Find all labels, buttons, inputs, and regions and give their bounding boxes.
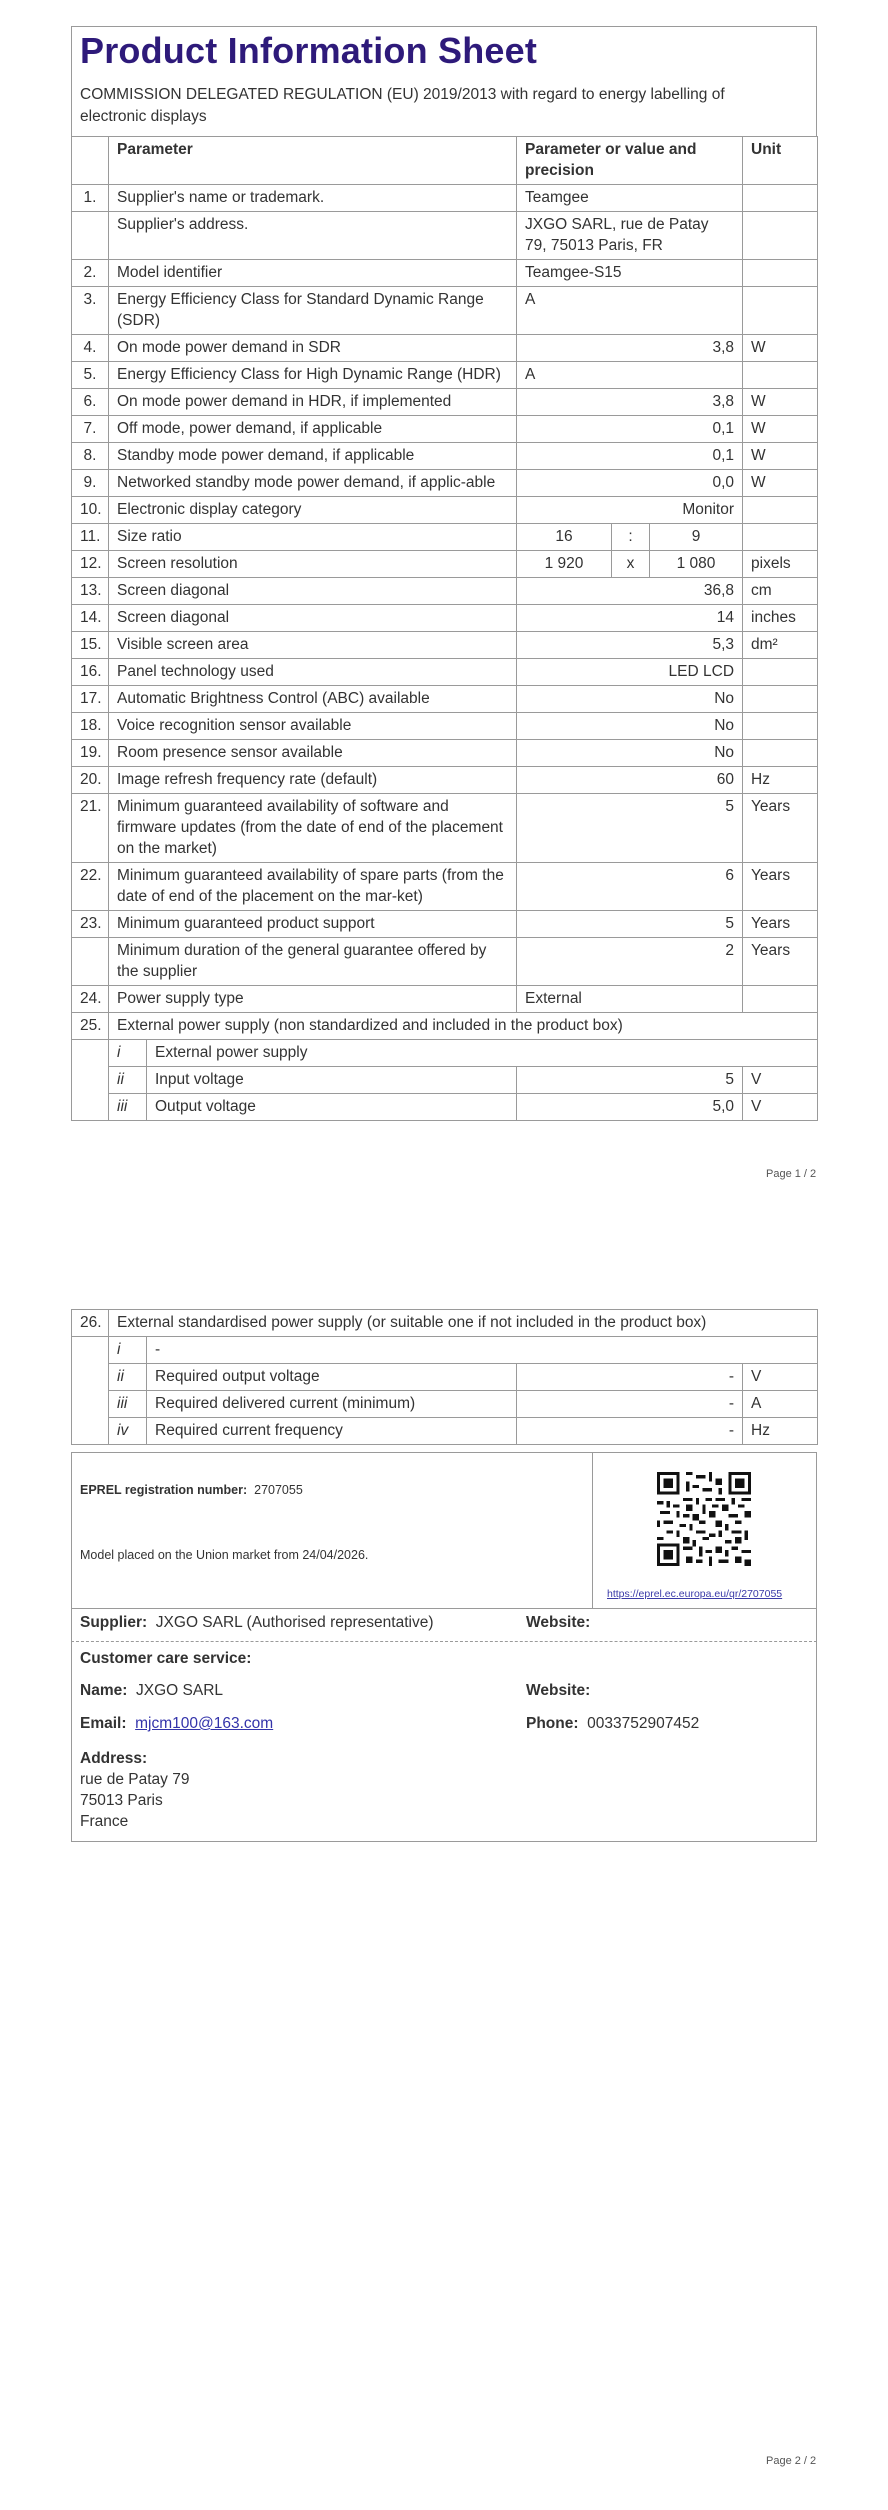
row-unit [743, 659, 818, 686]
row-label: Model identifier [109, 260, 517, 287]
website-line [526, 1614, 590, 1632]
table-row [72, 362, 818, 389]
resolution-separator: x [612, 551, 650, 578]
row-number: 4. [72, 335, 109, 362]
table-row [72, 470, 818, 497]
subrow-unit: V [743, 1364, 818, 1391]
row-value: Teamgee-S15 [517, 260, 743, 287]
row-unit [743, 497, 818, 524]
row-label: Screen diagonal [109, 605, 517, 632]
row-unit [743, 185, 818, 212]
row-label: Power supply type [109, 986, 517, 1013]
ratio-width: 16 [517, 524, 612, 551]
website-label: Website: [526, 1614, 591, 1631]
row-label: Image refresh frequency rate (default) [109, 767, 517, 794]
row-value: No [517, 713, 743, 740]
subrow-label: External power supply [147, 1040, 818, 1067]
row-unit: Years [743, 794, 818, 863]
dashed-divider [71, 1641, 817, 1642]
column-header-unit: Unit [743, 137, 818, 185]
email-line [80, 1715, 273, 1733]
row-number: 22. [72, 863, 109, 911]
name-line [80, 1682, 223, 1700]
address-line: 75013 Paris [80, 1792, 163, 1809]
table-row [72, 605, 818, 632]
table-row [72, 794, 818, 863]
table-row [72, 659, 818, 686]
care-website-line [526, 1682, 590, 1700]
row-label: Panel technology used [109, 659, 517, 686]
row-value: Monitor [517, 497, 743, 524]
eprel-registration [80, 1483, 303, 1497]
row-number: 13. [72, 578, 109, 605]
row-value: 5,3 [517, 632, 743, 659]
row-number: 25. [72, 1013, 109, 1040]
row-value: No [517, 740, 743, 767]
row-number: 6. [72, 389, 109, 416]
row-number: 24. [72, 986, 109, 1013]
supplier-label: Supplier: [80, 1614, 148, 1631]
row-label: Minimum guaranteed product support [109, 911, 517, 938]
address-label: Address: [80, 1750, 148, 1767]
power-supply-table [71, 1309, 818, 1445]
subrow-value: - [517, 1364, 743, 1391]
page-number: Page 1 / 2 [766, 1168, 817, 1180]
ratio-separator: : [612, 524, 650, 551]
row-label: Automatic Brightness Control (ABC) available [109, 686, 517, 713]
subrow-index: ii [109, 1364, 147, 1391]
qr-code-icon [657, 1472, 751, 1566]
table-row [72, 389, 818, 416]
row-label: Size ratio [109, 524, 517, 551]
row-value: 0,1 [517, 443, 743, 470]
table-row [72, 986, 818, 1013]
column-header-value: Parameter or value and precision [517, 137, 743, 185]
eprel-registration-number: 2707055 [254, 1483, 303, 1497]
table-row [72, 632, 818, 659]
row-unit: W [743, 416, 818, 443]
row-label: Energy Efficiency Class for High Dynamic Range (HDR) [109, 362, 517, 389]
table-subrow [72, 1094, 818, 1121]
table-row [72, 713, 818, 740]
row-label: Minimum guaranteed availability of spare parts (from the date of end of the placement on the mar-ket) [109, 863, 517, 911]
row-value: 3,8 [517, 389, 743, 416]
phone-line [526, 1715, 699, 1733]
row-number: 9. [72, 470, 109, 497]
table-row [72, 551, 818, 578]
row-value: External [517, 986, 743, 1013]
subrow-label: Required output voltage [147, 1364, 517, 1391]
market-placement-text: Model placed on the Union market from 24/04/2026. [80, 1548, 369, 1562]
subrow-value: - [517, 1391, 743, 1418]
subrow-index: iii [109, 1391, 147, 1418]
row-number: 19. [72, 740, 109, 767]
row-label: Screen resolution [109, 551, 517, 578]
name-value: JXGO SARL [136, 1682, 224, 1699]
row-number: 8. [72, 443, 109, 470]
subrow-label: Output voltage [147, 1094, 517, 1121]
subrow-value: - [517, 1418, 743, 1445]
row-number: 5. [72, 362, 109, 389]
row-value: LED LCD [517, 659, 743, 686]
subrow-unit: A [743, 1391, 818, 1418]
phone-value: 0033752907452 [587, 1715, 700, 1732]
row-number: 1. [72, 185, 109, 212]
subrow-label: Required delivered current (minimum) [147, 1391, 517, 1418]
row-value: 0,0 [517, 470, 743, 497]
row-unit [743, 287, 818, 335]
row-unit [743, 362, 818, 389]
row-label: Standby mode power demand, if applicable [109, 443, 517, 470]
subrow-index: i [109, 1337, 147, 1364]
address-line: France [80, 1813, 129, 1830]
subrow-index: iii [109, 1094, 147, 1121]
row-unit: W [743, 335, 818, 362]
resolution-height: 1 080 [650, 551, 743, 578]
row-number: 16. [72, 659, 109, 686]
row-number: 10. [72, 497, 109, 524]
row-unit [743, 260, 818, 287]
row-unit: Hz [743, 767, 818, 794]
subrow-label: Input voltage [147, 1067, 517, 1094]
page-number: Page 2 / 2 [766, 2455, 817, 2467]
row-label: Energy Efficiency Class for Standard Dynamic Range (SDR) [109, 287, 517, 335]
row-value: 36,8 [517, 578, 743, 605]
table-row [72, 911, 818, 938]
row-unit [743, 212, 818, 260]
row-label: External power supply (non standardized and included in the product box) [109, 1013, 818, 1040]
page-subtitle: COMMISSION DELEGATED REGULATION (EU) 2019/2013 with regard to energy labelling of electronic displays [80, 86, 725, 125]
table-header-row [72, 137, 818, 185]
row-label: Visible screen area [109, 632, 517, 659]
table-row [72, 443, 818, 470]
table-subrow [72, 1391, 818, 1418]
table-subrow [72, 1067, 818, 1094]
table-row [72, 767, 818, 794]
care-website-label: Website: [526, 1682, 591, 1699]
divider [71, 1608, 817, 1609]
row-number: 3. [72, 287, 109, 335]
row-label: Room presence sensor available [109, 740, 517, 767]
row-value: 5 [517, 911, 743, 938]
ratio-height: 9 [650, 524, 743, 551]
row-unit [743, 713, 818, 740]
table-subrow [72, 1418, 818, 1445]
table-row [72, 863, 818, 911]
row-number: 20. [72, 767, 109, 794]
row-unit: dm² [743, 632, 818, 659]
row-value: JXGO SARL, rue de Patay 79, 75013 Paris, FR [517, 212, 743, 260]
row-unit: Years [743, 938, 818, 986]
row-label: On mode power demand in HDR, if implemented [109, 389, 517, 416]
qr-link-container [607, 1584, 782, 1602]
subrow-unit: V [743, 1067, 818, 1094]
row-unit: pixels [743, 551, 818, 578]
page-title: Product Information Sheet [80, 30, 538, 71]
row-number: 7. [72, 416, 109, 443]
email-link[interactable]: mjcm100@163.com [135, 1715, 274, 1732]
row-number: 17. [72, 686, 109, 713]
row-number: 18. [72, 713, 109, 740]
name-label: Name: [80, 1682, 128, 1699]
row-unit: Years [743, 911, 818, 938]
subrow-value: 5,0 [517, 1094, 743, 1121]
row-unit [743, 524, 818, 551]
row-number [72, 212, 109, 260]
table-row [72, 686, 818, 713]
row-number: 15. [72, 632, 109, 659]
row-value: No [517, 686, 743, 713]
row-value: 60 [517, 767, 743, 794]
row-value: 3,8 [517, 335, 743, 362]
eprel-qr-link[interactable]: https://eprel.ec.europa.eu/qr/2707055 [607, 1588, 783, 1600]
table-row [72, 212, 818, 260]
row-unit: W [743, 470, 818, 497]
table-row [72, 1310, 818, 1337]
row-unit: inches [743, 605, 818, 632]
address-block [80, 1748, 189, 1832]
row-value: 5 [517, 794, 743, 863]
row-label: Supplier's address. [109, 212, 517, 260]
row-label: Off mode, power demand, if applicable [109, 416, 517, 443]
subrow-index: i [109, 1040, 147, 1067]
table-row [72, 287, 818, 335]
row-unit: W [743, 443, 818, 470]
row-number [72, 938, 109, 986]
supplier-line [80, 1614, 433, 1632]
row-number: 26. [72, 1310, 109, 1337]
table-row [72, 260, 818, 287]
eprel-registration-label: EPREL registration number: [80, 1483, 248, 1497]
subrow-unit: V [743, 1094, 818, 1121]
row-label: Voice recognition sensor available [109, 713, 517, 740]
product-info-table [71, 136, 818, 1121]
row-value: A [517, 287, 743, 335]
row-label: Minimum guaranteed availability of software and firmware updates (from the date of end of the placement on the market) [109, 794, 517, 863]
row-number: 14. [72, 605, 109, 632]
row-label: Electronic display category [109, 497, 517, 524]
table-row [72, 938, 818, 986]
table-row [72, 578, 818, 605]
subrow-value: 5 [517, 1067, 743, 1094]
row-unit: W [743, 389, 818, 416]
subrow-index: ii [109, 1067, 147, 1094]
row-unit [743, 986, 818, 1013]
row-number: 21. [72, 794, 109, 863]
row-number: 11. [72, 524, 109, 551]
row-unit: Years [743, 863, 818, 911]
row-number: 23. [72, 911, 109, 938]
row-value: 14 [517, 605, 743, 632]
table-subrow [72, 1364, 818, 1391]
table-row [72, 497, 818, 524]
table-row [72, 185, 818, 212]
table-row [72, 524, 818, 551]
resolution-width: 1 920 [517, 551, 612, 578]
row-unit: cm [743, 578, 818, 605]
table-row [72, 740, 818, 767]
divider [592, 1452, 593, 1608]
email-label: Email: [80, 1715, 127, 1732]
subrow-unit: Hz [743, 1418, 818, 1445]
row-value: Teamgee [517, 185, 743, 212]
row-number: 12. [72, 551, 109, 578]
table-subrow [72, 1040, 818, 1067]
row-unit [743, 686, 818, 713]
row-value: 2 [517, 938, 743, 986]
address-line: rue de Patay 79 [80, 1771, 190, 1788]
row-unit [743, 740, 818, 767]
row-label: Networked standby mode power demand, if applic-able [109, 470, 517, 497]
row-value: 6 [517, 863, 743, 911]
table-row [72, 416, 818, 443]
row-label: Minimum duration of the general guarantee offered by the supplier [109, 938, 517, 986]
table-row [72, 1013, 818, 1040]
supplier-value: JXGO SARL (Authorised representative) [155, 1614, 434, 1631]
table-row [72, 335, 818, 362]
row-label: External standardised power supply (or suitable one if not included in the product box) [109, 1310, 818, 1337]
subrow-label: Required current frequency [147, 1418, 517, 1445]
row-value: 0,1 [517, 416, 743, 443]
row-value: A [517, 362, 743, 389]
table-subrow [72, 1337, 818, 1364]
subrow-label: - [147, 1337, 818, 1364]
row-label: On mode power demand in SDR [109, 335, 517, 362]
customer-care-heading: Customer care service: [80, 1650, 252, 1667]
row-number: 2. [72, 260, 109, 287]
row-label: Supplier's name or trademark. [109, 185, 517, 212]
row-label: Screen diagonal [109, 578, 517, 605]
subrow-index: iv [109, 1418, 147, 1445]
column-header-parameter: Parameter [109, 137, 517, 185]
phone-label: Phone: [526, 1715, 579, 1732]
